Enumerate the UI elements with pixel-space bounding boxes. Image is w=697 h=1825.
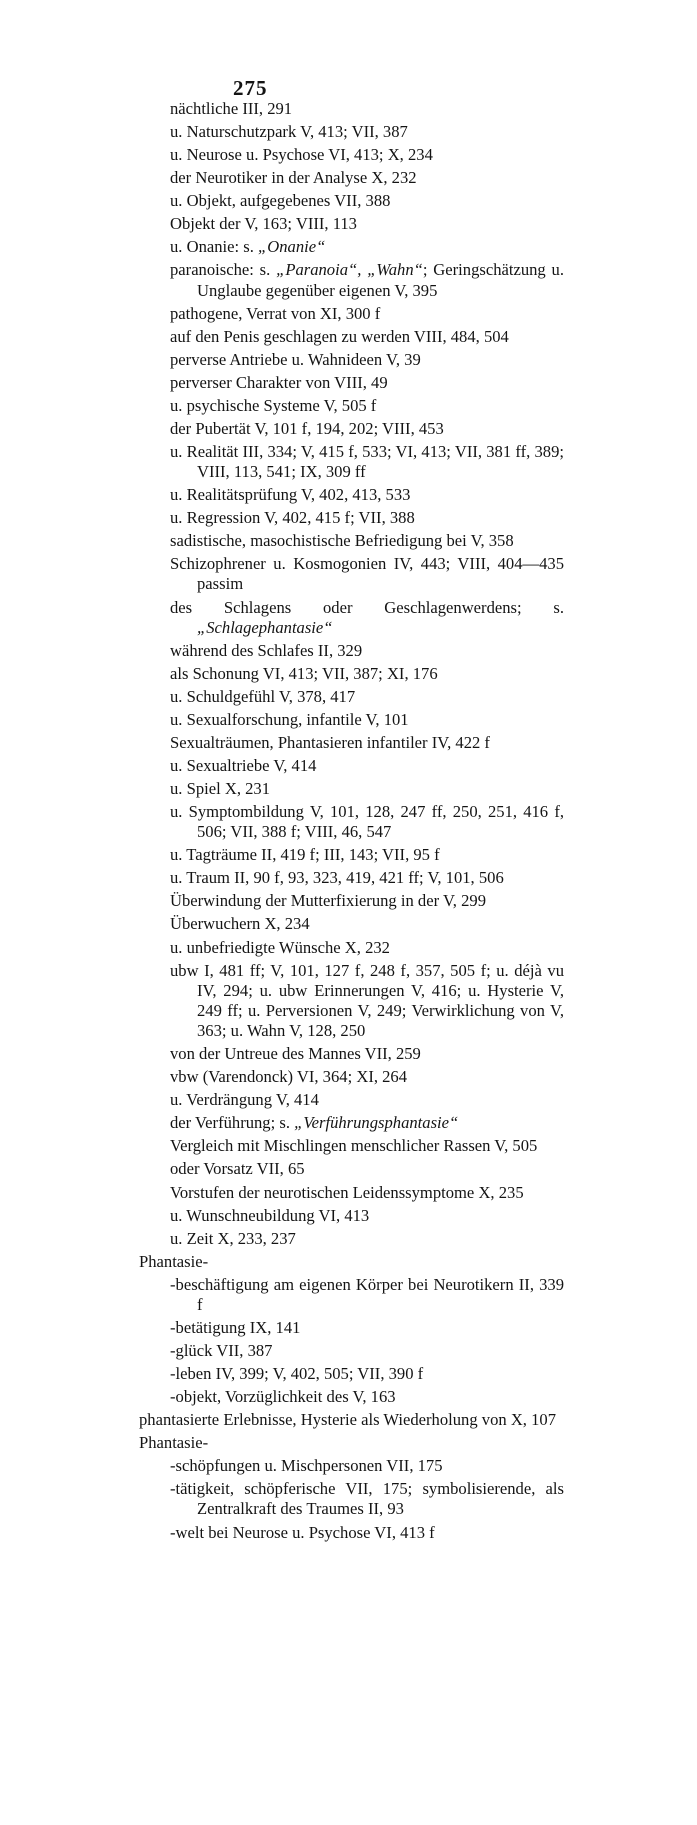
index-entry: u. Regression V, 402, 415 f; VII, 388 bbox=[170, 508, 415, 528]
entry-text: ; Geringschätzung u. Unglaube gegenüber eigenen V, 395 bbox=[197, 260, 564, 300]
index-entry: u. Zeit X, 233, 237 bbox=[170, 1228, 296, 1248]
index-entry: u. Realitätsprüfung V, 402, 413, 533 bbox=[170, 485, 411, 505]
index-entry: u. Spiel X, 231 bbox=[170, 779, 271, 799]
index-entry: als Schonung VI, 413; VII, 387; XI, 176 bbox=[170, 663, 438, 683]
index-entry: der Neurotiker in der Analyse X, 232 bbox=[170, 168, 417, 188]
index-entry: Überwindung der Mutterfixierung in der V, 299 bbox=[170, 891, 486, 911]
index-entry bbox=[139, 260, 564, 300]
index-entry: u. Verdrängung V, 414 bbox=[170, 1090, 319, 1110]
index-entry: Objekt der V, 163; VIII, 113 bbox=[170, 214, 357, 234]
index-entry: u. Traum II, 90 f, 93, 323, 419, 421 ff; V, 101, 506 bbox=[170, 868, 504, 888]
cross-reference: „Schlagephantasie“ bbox=[197, 617, 333, 637]
entry-text: paranoische: s. bbox=[170, 260, 277, 280]
index-entry: -beschäftigung am eigenen Körper bei Neurotikern II, 339 f bbox=[170, 1274, 564, 1314]
index-entry: u. Sexualforschung, infantile V, 101 bbox=[170, 709, 409, 729]
index-entry: u. psychische Systeme V, 505 f bbox=[170, 395, 377, 415]
index-entry: -betätigung IX, 141 bbox=[170, 1317, 301, 1337]
index-heading: Phantasie- bbox=[139, 1433, 209, 1453]
index-entry: u. unbefriedigte Wünsche X, 232 bbox=[170, 937, 390, 957]
cross-reference: „Verführungsphantasie“ bbox=[294, 1113, 459, 1133]
index-entry: perverse Antriebe u. Wahnideen V, 39 bbox=[170, 349, 421, 369]
index-entry bbox=[139, 237, 564, 257]
index-column bbox=[139, 99, 564, 1546]
index-heading: phantasierte Erlebnisse, Hysterie als Wiederholung von X, 107 bbox=[139, 1410, 556, 1430]
page-number: 275 bbox=[233, 76, 268, 100]
cross-reference: „Onanie“ bbox=[258, 237, 326, 257]
index-entry: ubw I, 481 ff; V, 101, 127 f, 248 f, 357, 505 f; u. déjà vu IV, 294; u. ubw Erinnerungen V, 416; u. Hysterie V, 249 ff; u. Perversionen V, 249; Verwirklichung von V, 363; u. Wahn V, 128, 250 bbox=[170, 960, 564, 1041]
index-entry: -schöpfungen u. Mischpersonen VII, 175 bbox=[170, 1456, 443, 1476]
index-entry: u. Wunschneubildung VI, 413 bbox=[170, 1205, 370, 1225]
index-entry: u. Objekt, aufgegebenes VII, 388 bbox=[170, 191, 391, 211]
index-entry: während des Schlafes II, 329 bbox=[170, 640, 363, 660]
index-entry: pathogene, Verrat von XI, 300 f bbox=[170, 303, 381, 323]
index-entry: Sexualträumen, Phantasieren infantiler IV, 422 f bbox=[170, 732, 490, 752]
index-entry: von der Untreue des Mannes VII, 259 bbox=[170, 1044, 421, 1064]
entry-text: des Schlagens oder Geschlagenwerdens; s. bbox=[170, 597, 564, 617]
index-entry: auf den Penis geschlagen zu werden VIII, 484, 504 bbox=[170, 326, 509, 346]
index-entry: Überwuchern X, 234 bbox=[170, 914, 310, 934]
index-entry: Schizophrener u. Kosmogonien IV, 443; VIII, 404—435 passim bbox=[170, 554, 564, 594]
index-entry: u. Schuldgefühl V, 378, 417 bbox=[170, 686, 356, 706]
index-entry: -objekt, Vorzüglichkeit des V, 163 bbox=[170, 1387, 396, 1407]
index-entry: -welt bei Neurose u. Psychose VI, 413 f bbox=[170, 1522, 435, 1542]
index-entry: Vorstufen der neurotischen Leidenssymptome X, 235 bbox=[170, 1182, 524, 1202]
index-heading: Phantasie- bbox=[139, 1251, 209, 1271]
index-entry: oder Vorsatz VII, 65 bbox=[170, 1159, 305, 1179]
entry-text: u. Onanie: s. bbox=[170, 237, 259, 257]
index-entry: Vergleich mit Mischlingen menschlicher Rassen V, 505 bbox=[170, 1136, 538, 1156]
index-entry: perverser Charakter von VIII, 49 bbox=[170, 372, 388, 392]
index-entry: u. Symptombildung V, 101, 128, 247 ff, 250, 251, 416 f, 506; VII, 388 f; VIII, 46, 547 bbox=[170, 802, 564, 842]
index-entry: nächtliche III, 291 bbox=[170, 99, 293, 118]
index-entry: -glück VII, 387 bbox=[170, 1340, 273, 1360]
index-entry: der Pubertät V, 101 f, 194, 202; VIII, 453 bbox=[170, 418, 444, 438]
index-entry: u. Naturschutzpark V, 413; VII, 387 bbox=[170, 122, 408, 142]
index-entry: -leben IV, 399; V, 402, 505; VII, 390 f bbox=[170, 1364, 424, 1384]
index-entry: u. Sexualtriebe V, 414 bbox=[170, 755, 317, 775]
index-entry: u. Neurose u. Psychose VI, 413; X, 234 bbox=[170, 145, 433, 165]
index-entry: u. Tagträume II, 419 f; III, 143; VII, 95 f bbox=[170, 845, 440, 865]
index-entry: vbw (Varendonck) VI, 364; XI, 264 bbox=[170, 1067, 408, 1087]
index-entry: u. Realität III, 334; V, 415 f, 533; VI, 413; VII, 381 ff, 389; VIII, 113, 541; IX, 309 ff bbox=[170, 441, 564, 482]
index-entry: sadistische, masochistische Befriedigung bei V, 358 bbox=[170, 531, 514, 551]
index-entry bbox=[139, 598, 564, 638]
cross-reference: „Paranoia“, „Wahn“ bbox=[276, 260, 423, 280]
index-entry bbox=[139, 1113, 564, 1133]
entry-text: der Verführung; s. bbox=[170, 1113, 295, 1133]
index-entry: -tätigkeit, schöpferische VII, 175; symbolisierende, als Zentralkraft des Traumes II, 93 bbox=[170, 1479, 564, 1519]
